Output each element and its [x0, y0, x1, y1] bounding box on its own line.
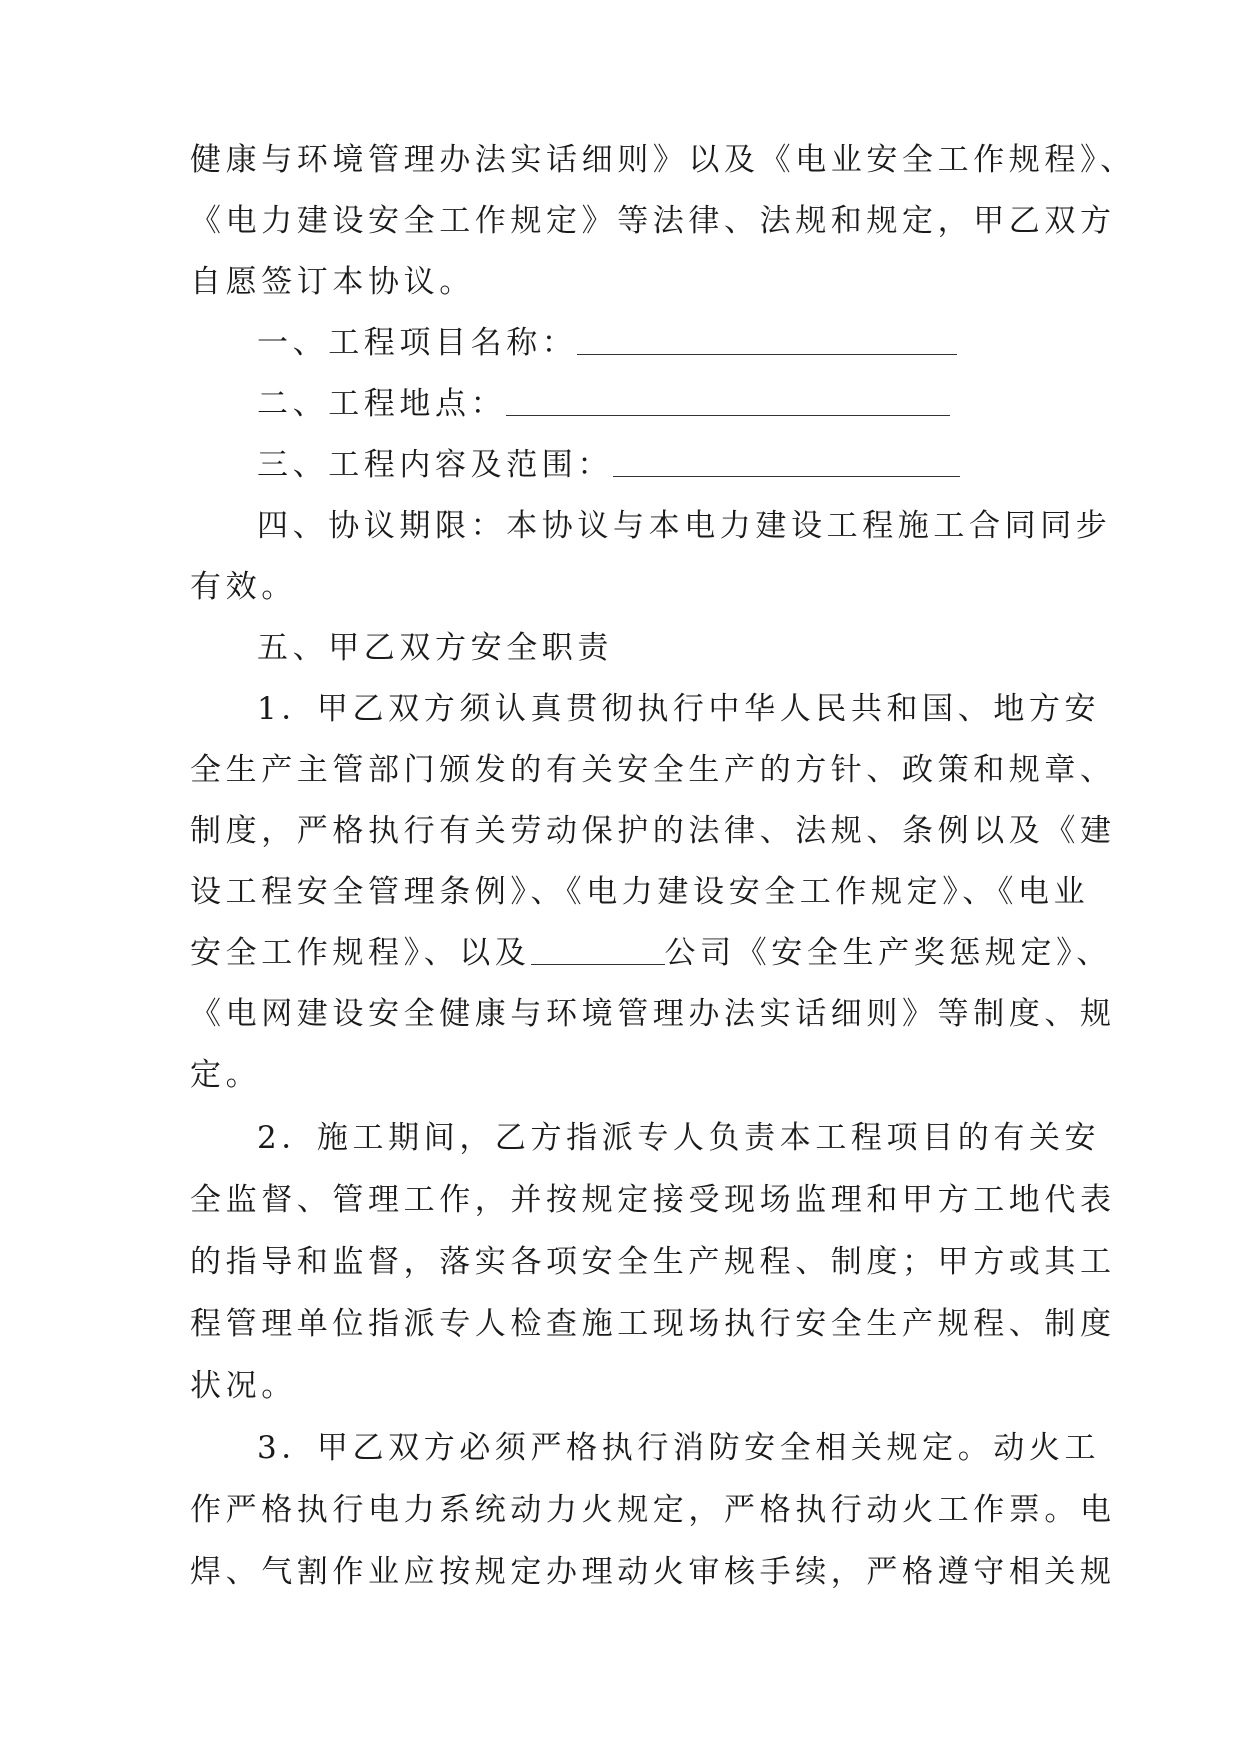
text-line: 2．施工期间，乙方指派专人负责本工程项目的有关安 — [257, 1120, 1101, 1156]
project-scope-blank — [613, 446, 960, 477]
text-line: 健康与环境管理办法实话细则》以及《电业安全工作规程》、 — [190, 142, 1136, 178]
text-line: 制度，严格执行有关劳动保护的法律、法规、条例以及《建 — [190, 813, 1116, 849]
text-line: 设工程安全管理条例》、《电力建设安全工作规定》、《电业 — [190, 874, 1090, 910]
project-name-line — [257, 311, 1157, 375]
text-line: 有效。 — [190, 569, 297, 605]
text-line: 状况。 — [190, 1368, 297, 1404]
text-segment: 安全工作规程》、以及 — [190, 935, 531, 971]
section-heading: 五、甲乙双方安全职责 — [257, 630, 613, 666]
text-line: 《电网建设安全健康与环境管理办法实话细则》等制度、规 — [190, 996, 1116, 1032]
company-line — [190, 921, 1112, 985]
text-line: 四、协议期限：本协议与本电力建设工程施工合同同步 — [257, 508, 1112, 544]
text-line: 焊、气割作业应按规定办理动火审核手续，严格遵守相关规 — [190, 1554, 1116, 1590]
project-location-label: 二、工程地点： — [257, 386, 507, 422]
project-name-label: 一、工程项目名称： — [257, 325, 578, 361]
text-line: 1．甲乙双方须认真贯彻执行中华人民共和国、地方安 — [257, 691, 1101, 727]
project-location-blank — [506, 385, 950, 416]
text-line: 全生产主管部门颁发的有关安全生产的方针、政策和规章、 — [190, 752, 1116, 788]
text-line: 自愿签订本协议。 — [190, 264, 475, 300]
text-line: 《电力建设安全工作规定》等法律、法规和规定，甲乙双方 — [190, 203, 1116, 239]
text-line: 程管理单位指派专人检查施工现场执行安全生产规程、制度 — [190, 1306, 1116, 1342]
text-line: 作严格执行电力系统动力火规定，严格执行动火工作票。电 — [190, 1492, 1116, 1528]
text-line: 的指导和监督，落实各项安全生产规程、制度；甲方或其工 — [190, 1244, 1116, 1280]
text-line: 3．甲乙双方必须严格执行消防安全相关规定。动火工 — [257, 1430, 1101, 1466]
project-location-line — [257, 372, 1157, 436]
text-segment: 公司《安全生产奖惩规定》、 — [664, 935, 1112, 971]
project-name-blank — [577, 324, 957, 355]
text-line: 定。 — [190, 1057, 262, 1093]
project-scope-label: 三、工程内容及范围： — [257, 447, 613, 483]
project-scope-line — [257, 433, 1157, 497]
text-line: 全监督、管理工作，并按规定接受现场监理和甲方工地代表 — [190, 1182, 1116, 1218]
company-name-blank — [531, 934, 665, 965]
